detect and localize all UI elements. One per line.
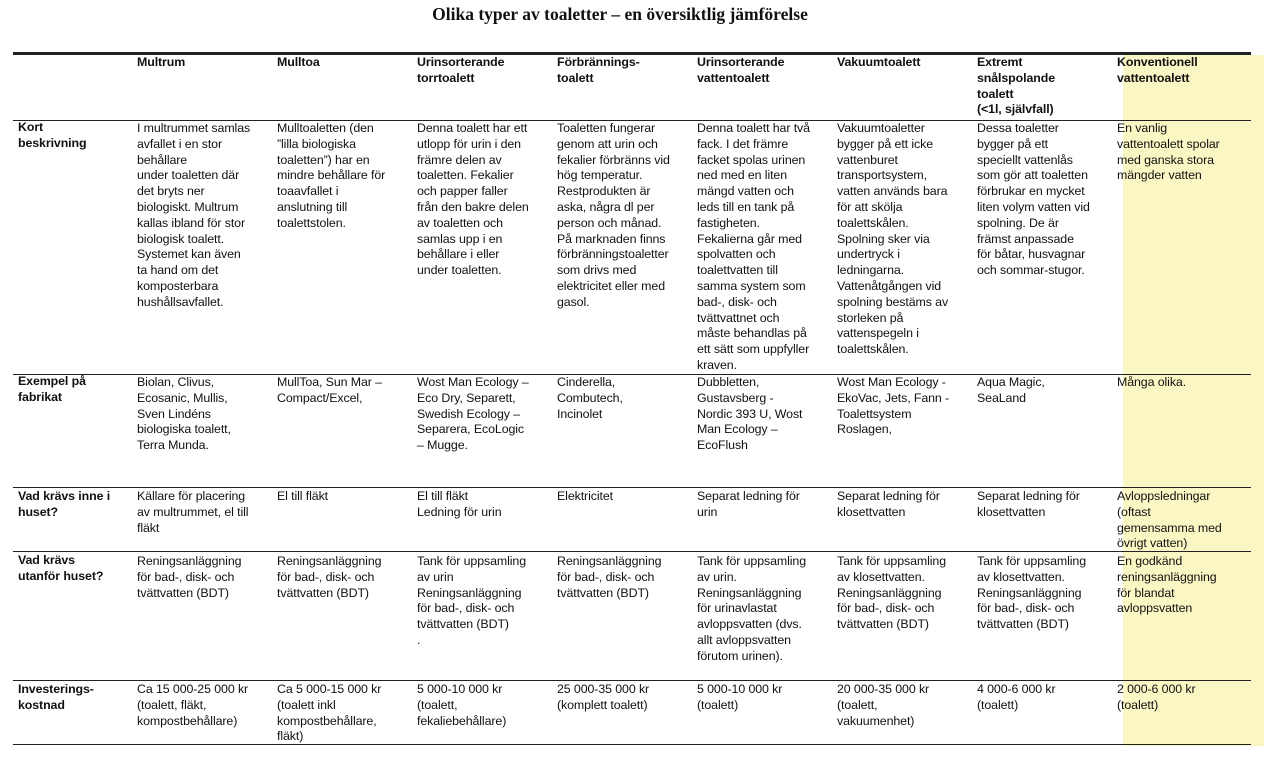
- row-rule: [13, 551, 1251, 552]
- table-cell: Ca 15 000-25 000 kr (toalett, fläkt, kompostbehållare): [137, 682, 249, 728]
- table-cell: Tank för uppsamling av urin. Reningsanläggning för urinavlastat avloppsvatten (dvs. allt avloppsvatten förutom urinen).: [697, 554, 806, 663]
- row-rule: [13, 487, 1251, 488]
- table-cell: Tank för uppsamling av urin Reningsanläggning för bad-, disk- och tvättvatten (BDT) .: [417, 554, 526, 647]
- table-cell: Wost Man Ecology – Eco Dry, Separett, Swedish Ecology – Separera, EcoLogic – Mugge.: [417, 375, 529, 453]
- table-cell: Aqua Magic, SeaLand: [977, 375, 1045, 405]
- table-cell: Tank för uppsamling av klosettvatten. Reningsanläggning för bad-, disk- och tvättvatten (BDT): [977, 554, 1086, 632]
- table-cell: Många olika.: [1117, 375, 1187, 389]
- row-label-inne: Vad krävs inne i huset?: [18, 489, 111, 519]
- table-cell: 2 000-6 000 kr (toalett): [1117, 682, 1196, 712]
- table-cell: Tank för uppsamling av klosettvatten. Reningsanläggning för bad-, disk- och tvättvatten (BDT): [837, 554, 946, 632]
- table-cell: Reningsanläggning för bad-, disk- och tvättvatten (BDT): [137, 554, 242, 600]
- table-cell: En vanlig vattentoalett spolar med ganska stora mängder vatten: [1117, 121, 1220, 183]
- table-cell: Källare för placering av multrummet, el till fläkt: [137, 489, 249, 535]
- table-cell: Vakuumtoaletter bygger på ett icke vattenburet transportsystem, vatten används bara för att skölja toalettskålen. Spolning sker via undertryck i ledningarna. Vattenåtgången vid spolning bestäms av storleken på vattenspegeln i toalettskålen.: [837, 121, 949, 357]
- table-cell: El till fläkt Ledning för urin: [417, 489, 502, 519]
- table-cell: Denna toalett har ett utlopp för urin i den främre delen av toaletten. Fekalier och papper faller från den bakre delen av toaletten och samlas upp i en behållare i eller under toaletten.: [417, 121, 529, 278]
- table-cell: Reningsanläggning för bad-, disk- och tvättvatten (BDT): [557, 554, 662, 600]
- table-cell: 5 000-10 000 kr (toalett): [697, 682, 783, 712]
- table-cell: 20 000-35 000 kr (toalett, vakuumenhet): [837, 682, 930, 728]
- column-header-multrum: Multrum: [137, 55, 186, 69]
- comparison-table: [13, 52, 1251, 746]
- table-cell: Separat ledning för klosettvatten: [837, 489, 940, 519]
- row-label-utanfor: Vad krävs utanför huset?: [18, 553, 104, 583]
- table-cell: 25 000-35 000 kr (komplett toalett): [557, 682, 650, 712]
- table-cell: Reningsanläggning för bad-, disk- och tvättvatten (BDT): [277, 554, 382, 600]
- table-cell: I multrummet samlas avfallet i en stor behållare under toaletten där det bryts ner biologiskt. Multrum kallas ibland för stor biologisk toalett. Systemet kan även ta hand om det komposterbara hushållsavfallet.: [137, 121, 251, 309]
- row-label-kostnad: Investerings- kostnad: [18, 682, 94, 712]
- table-cell: Elektricitet: [557, 489, 613, 503]
- table-cell: El till fläkt: [277, 489, 329, 503]
- column-header-urinsorterande-torr: Urinsorterande torrtoalett: [417, 55, 505, 85]
- column-header-konventionell: Konventionell vattentoalett: [1117, 55, 1198, 85]
- table-cell: 4 000-6 000 kr (toalett): [977, 682, 1056, 712]
- column-header-forbranning: Förbrännings- toalett: [557, 55, 640, 85]
- column-header-snalspolande: Extremt snålspolande toalett (<1l, självfall): [977, 55, 1055, 117]
- table-cell: 5 000-10 000 kr (toalett, fekaliebehållare): [417, 682, 507, 728]
- table-cell: Separat ledning för klosettvatten: [977, 489, 1080, 519]
- table-cell: En godkänd reningsanläggning för blandat avloppsvatten: [1117, 554, 1217, 616]
- column-header-urinsorterande-vatten: Urinsorterande vattentoalett: [697, 55, 785, 85]
- row-label-fabrikat: Exempel på fabrikat: [18, 374, 86, 404]
- row-rule: [13, 680, 1251, 681]
- table-cell: Biolan, Clivus, Ecosanic, Mullis, Sven Lindéns biologiska toalett, Terra Munda.: [137, 375, 231, 453]
- table-cell: Mulltoaletten (den ”lilla biologiska toaletten”) har en mindre behållare för toaavfallet i anslutning till toalettstolen.: [277, 121, 386, 230]
- column-header-vakuum: Vakuumtoalett: [837, 55, 921, 69]
- page-title: Olika typer av toaletter – en översiktlig jämförelse: [432, 4, 808, 24]
- table-cell: Avloppsledningar (oftast gemensamma med övrigt vatten): [1117, 489, 1222, 551]
- table-cell: Dubbletten, Gustavsberg - Nordic 393 U, Wost Man Ecology – EcoFlush: [697, 375, 803, 453]
- table-cell: Dessa toaletter bygger på ett speciellt vattenlås som gör att toaletten förbrukar en mycket liten volym vatten vid spolning. De är främst anpassade för båtar, husvagnar och sommar-stugor.: [977, 121, 1090, 278]
- table-cell: Denna toalett har två fack. I det främre facket spolas urinen ned med en liten mängd vatten och leds till en tank på fastigheten. Fekalierna går med spolvatten och toalettvatten till samma system som bad-, disk- och tvättvattnet och måste behandlas på ett sätt som uppfyller kraven.: [697, 121, 810, 372]
- column-header-mulltoa: Mulltoa: [277, 55, 320, 69]
- table-cell: Ca 5 000-15 000 kr (toalett inkl kompostbehållare, fläkt): [277, 682, 382, 744]
- table-cell: Wost Man Ecology - EkoVac, Jets, Fann - Toalettsystem Roslagen,: [837, 375, 950, 437]
- table-cell: Toaletten fungerar genom att urin och fekalier förbränns vid hög temperatur. Restprodukten är aska, några dl per person och månad. På marknaden finns förbränningstoaletter som drivs med elektricitet eller med gasol.: [557, 121, 670, 309]
- table-cell: Separat ledning för urin: [697, 489, 800, 519]
- table-bottom-rule: [13, 744, 1251, 745]
- table-cell: MullToa, Sun Mar – Compact/Excel,: [277, 375, 382, 405]
- table-cell: Cinderella, Combutech, Incinolet: [557, 375, 623, 421]
- row-label-beskrivning: Kort beskrivning: [18, 120, 87, 150]
